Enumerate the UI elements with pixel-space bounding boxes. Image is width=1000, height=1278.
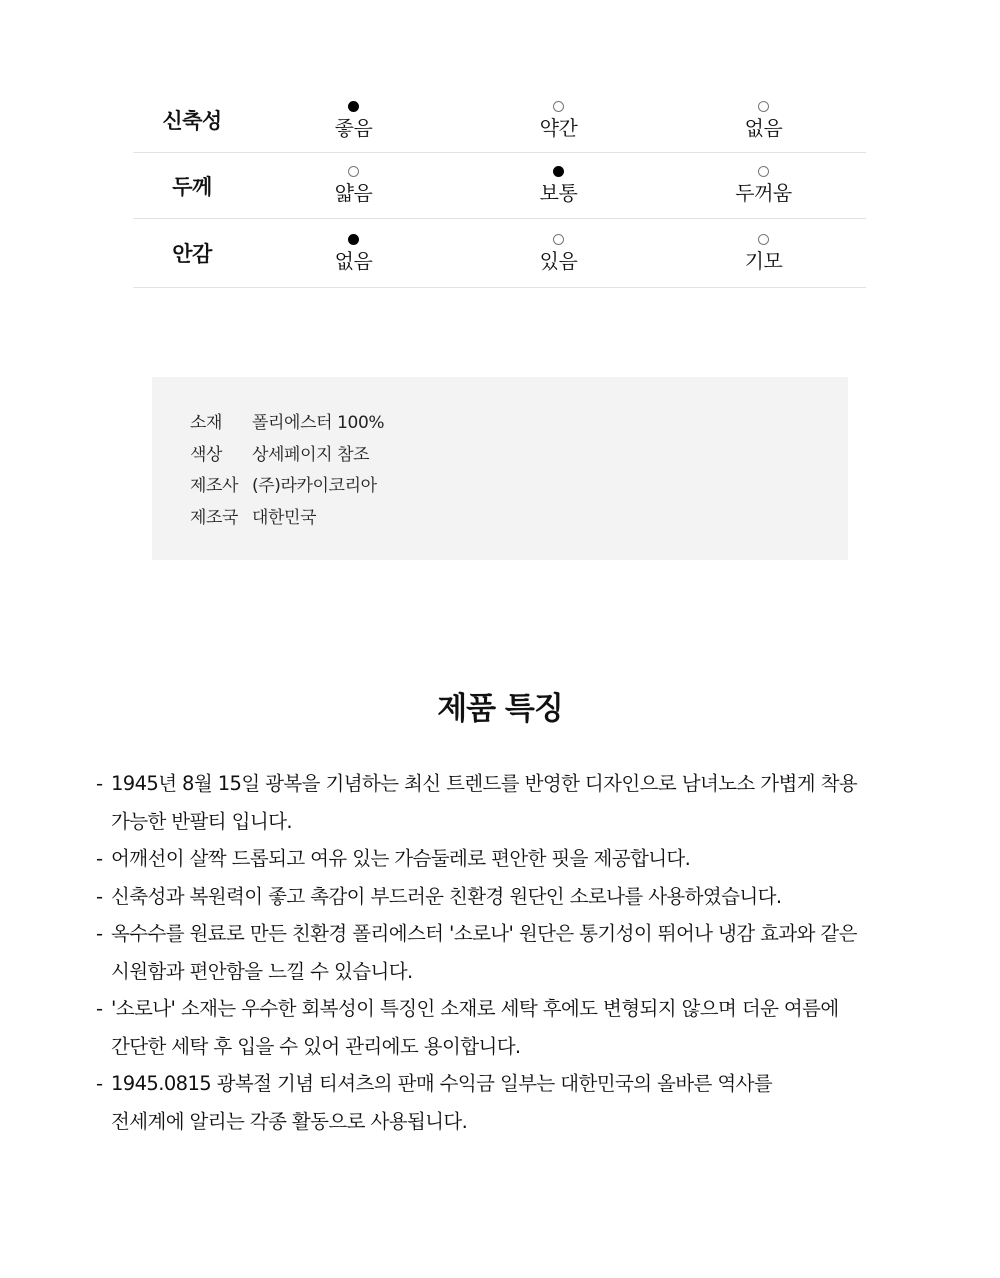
spec-row-country [190, 503, 384, 535]
dash-bullet: - [96, 847, 103, 870]
option-label: 있음 [539, 248, 578, 273]
option-label: 두꺼움 [735, 181, 792, 205]
rating-row-stretch [133, 88, 866, 153]
feature-line: 1945.0815 광복절 기념 티셔츠의 판매 수익금 일부는 대한민국의 올바른 역사를 [111, 1072, 773, 1095]
spec-key: 소재 [190, 413, 223, 433]
feature-text [111, 765, 916, 840]
rating-label: 두께 [172, 174, 212, 199]
rating-option [661, 166, 866, 205]
feature-text [111, 915, 916, 990]
rating-options [251, 101, 866, 140]
spec-key: 제조사 [190, 476, 239, 496]
rating-option [661, 101, 866, 140]
rating-option [661, 234, 866, 273]
feature-item [96, 915, 916, 990]
rating-option [456, 234, 661, 273]
selected-dot-icon [348, 101, 359, 112]
spec-value: (주)라카이코리아 [252, 476, 377, 496]
spec-key: 색상 [190, 444, 223, 465]
unselected-dot-icon [758, 166, 769, 177]
option-label: 좋음 [334, 115, 373, 140]
feature-line: 전세계에 알리는 각종 활동으로 사용됩니다. [111, 1109, 468, 1133]
option-label: 얇음 [334, 181, 373, 205]
spec-key: 제조국 [190, 507, 239, 528]
feature-item [96, 1065, 916, 1140]
feature-line: 어깨선이 살짝 드롭되고 여유 있는 가슴둘레로 편안한 핏을 제공합니다. [111, 847, 691, 870]
feature-line: 신축성과 복원력이 좋고 촉감이 부드러운 친환경 원단인 소로나를 사용하였습니다. [111, 884, 782, 908]
rating-row-thickness [133, 153, 866, 219]
rating-table [133, 88, 866, 288]
option-label: 보통 [539, 181, 578, 205]
option-label: 기모 [744, 248, 783, 273]
rating-option [251, 101, 456, 140]
rating-option [251, 166, 456, 205]
rating-options [251, 234, 866, 273]
feature-line: 가능한 반팔티 입니다. [111, 809, 292, 833]
unselected-dot-icon [758, 101, 769, 112]
spec-row-color [190, 440, 384, 472]
spec-row-material [190, 408, 384, 440]
features-title: 제품 특징 [437, 691, 563, 727]
rating-option [456, 101, 661, 140]
spec-list [190, 408, 384, 534]
spec-value: 대한민국 [252, 507, 317, 528]
unselected-dot-icon [553, 234, 564, 245]
feature-item [96, 878, 916, 916]
feature-item [96, 765, 916, 840]
feature-line: 간단한 세탁 후 입을 수 있어 관리에도 용이합니다. [111, 1034, 521, 1058]
option-label: 약간 [539, 115, 578, 140]
option-label: 없음 [334, 248, 373, 273]
selected-dot-icon [553, 166, 564, 177]
rating-options [251, 166, 866, 205]
unselected-dot-icon [348, 166, 359, 177]
feature-text [111, 840, 916, 878]
feature-text [111, 878, 916, 916]
dash-bullet: - [96, 772, 103, 795]
feature-text [111, 990, 916, 1065]
rating-label: 신축성 [162, 109, 222, 133]
feature-item [96, 990, 916, 1065]
selected-dot-icon [348, 234, 359, 245]
feature-line: 시원함과 편안함을 느낄 수 있습니다. [111, 959, 413, 983]
features-list [96, 765, 916, 1140]
spec-box [152, 377, 848, 560]
dash-bullet: - [96, 997, 103, 1020]
rating-label: 안감 [172, 242, 212, 266]
dash-bullet: - [96, 884, 103, 908]
feature-item [96, 840, 916, 878]
feature-line: '소로나' 소재는 우수한 회복성이 특징인 소재로 세탁 후에도 변형되지 않으며 더운 여름에 [111, 997, 839, 1020]
rating-row-lining [133, 219, 866, 288]
option-label: 없음 [744, 115, 783, 140]
feature-line: 1945년 8월 15일 광복을 기념하는 최신 트렌드를 반영한 디자인으로 남녀노소 가볍게 착용 [111, 772, 858, 795]
feature-text [111, 1065, 916, 1140]
dash-bullet: - [96, 1072, 103, 1095]
dash-bullet: - [96, 922, 103, 945]
spec-value: 폴리에스터 100% [252, 413, 385, 433]
feature-line: 옥수수를 원료로 만든 친환경 폴리에스터 '소로나' 원단은 통기성이 뛰어나 냉감 효과와 같은 [111, 922, 857, 945]
unselected-dot-icon [758, 234, 769, 245]
spec-row-manufacturer [190, 471, 384, 503]
rating-option [456, 166, 661, 205]
rating-option [251, 234, 456, 273]
unselected-dot-icon [553, 101, 564, 112]
spec-value: 상세페이지 참조 [252, 444, 370, 465]
